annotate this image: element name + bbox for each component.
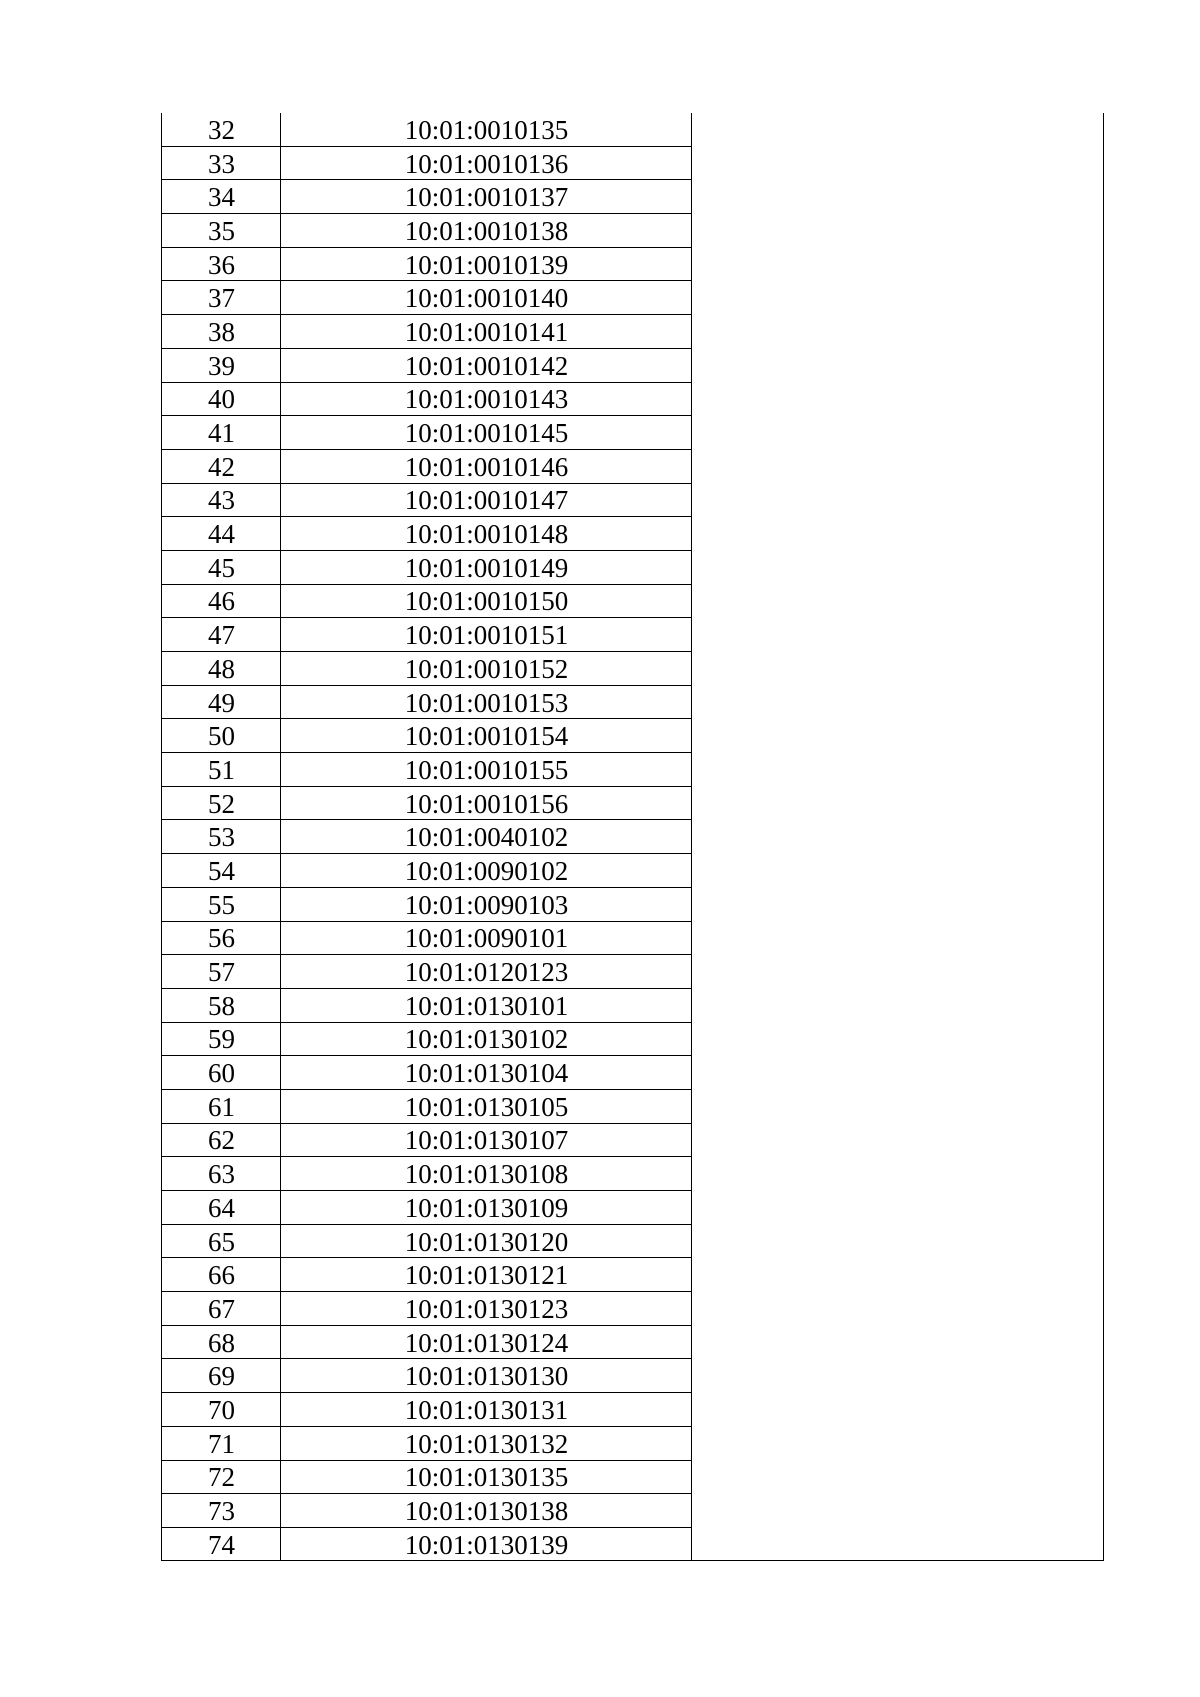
table-row xyxy=(162,820,692,854)
table-row xyxy=(162,450,692,484)
row-number-cell: 58 xyxy=(208,990,235,1021)
table-row xyxy=(162,113,692,147)
table-row xyxy=(162,1225,692,1259)
table-row xyxy=(162,383,692,417)
cadastral-number-cell: 10:01:0130101 xyxy=(404,990,569,1021)
table-row xyxy=(162,686,692,720)
table-row xyxy=(162,1056,692,1090)
row-number-cell: 45 xyxy=(208,552,235,583)
table-row xyxy=(162,214,692,248)
table-row xyxy=(162,180,692,214)
table-rows xyxy=(162,113,692,1562)
table-row xyxy=(162,1258,692,1292)
table-row xyxy=(162,618,692,652)
table-row xyxy=(162,517,692,551)
cadastral-number-cell: 10:01:0010147 xyxy=(404,485,569,516)
table-row xyxy=(162,888,692,922)
cadastral-number-cell: 10:01:0130108 xyxy=(404,1159,569,1190)
cadastral-number-cell: 10:01:0010143 xyxy=(404,384,569,415)
table-row xyxy=(162,1461,692,1495)
cadastral-number-cell: 10:01:0010153 xyxy=(404,687,569,718)
cadastral-number-cell: 10:01:0130107 xyxy=(404,1125,569,1156)
row-number-cell: 40 xyxy=(208,384,235,415)
cadastral-number-cell: 10:01:0130104 xyxy=(404,1058,569,1089)
row-number-cell: 51 xyxy=(208,754,235,785)
table-row xyxy=(162,1494,692,1528)
row-number-cell: 73 xyxy=(208,1496,235,1527)
cadastral-table xyxy=(161,113,1104,1561)
table-row xyxy=(162,551,692,585)
table-row xyxy=(162,1090,692,1124)
table-row xyxy=(162,585,692,619)
row-number-cell: 37 xyxy=(208,283,235,314)
row-number-cell: 71 xyxy=(208,1428,235,1459)
table-row xyxy=(162,922,692,956)
table-row xyxy=(162,349,692,383)
cadastral-number-cell: 10:01:0130139 xyxy=(404,1530,569,1561)
row-number-cell: 56 xyxy=(208,923,235,954)
table-row xyxy=(162,416,692,450)
cadastral-number-cell: 10:01:0010149 xyxy=(404,552,569,583)
table-row xyxy=(162,787,692,821)
cadastral-number-cell: 10:01:0130135 xyxy=(404,1462,569,1493)
cadastral-number-cell: 10:01:0040102 xyxy=(404,822,569,853)
row-number-cell: 49 xyxy=(208,687,235,718)
cadastral-number-cell: 10:01:0010154 xyxy=(404,721,569,752)
table-row xyxy=(162,1427,692,1461)
cadastral-number-cell: 10:01:0130121 xyxy=(404,1260,569,1291)
cadastral-number-cell: 10:01:0010151 xyxy=(404,620,569,651)
cadastral-number-cell: 10:01:0010135 xyxy=(404,114,569,145)
row-number-cell: 32 xyxy=(208,114,235,145)
row-number-cell: 69 xyxy=(208,1361,235,1392)
row-number-cell: 53 xyxy=(208,822,235,853)
table-row xyxy=(162,1359,692,1393)
row-number-cell: 36 xyxy=(208,249,235,280)
cadastral-number-cell: 10:01:0010152 xyxy=(404,653,569,684)
cadastral-number-cell: 10:01:0130105 xyxy=(404,1091,569,1122)
table-row xyxy=(162,1292,692,1326)
cadastral-number-cell: 10:01:0010140 xyxy=(404,283,569,314)
table-row xyxy=(162,1023,692,1057)
cadastral-number-cell: 10:01:0010137 xyxy=(404,182,569,213)
table-row xyxy=(162,1393,692,1427)
cadastral-number-cell: 10:01:0010146 xyxy=(404,451,569,482)
row-number-cell: 55 xyxy=(208,889,235,920)
row-number-cell: 38 xyxy=(208,316,235,347)
cadastral-number-cell: 10:01:0130131 xyxy=(404,1394,569,1425)
cadastral-number-cell: 10:01:0090103 xyxy=(404,889,569,920)
cadastral-number-cell: 10:01:0010142 xyxy=(404,350,569,381)
row-number-cell: 66 xyxy=(208,1260,235,1291)
row-number-cell: 57 xyxy=(208,957,235,988)
row-number-cell: 59 xyxy=(208,1024,235,1055)
table-row xyxy=(162,147,692,181)
cadastral-number-cell: 10:01:0130124 xyxy=(404,1327,569,1358)
cadastral-number-cell: 10:01:0130120 xyxy=(404,1226,569,1257)
row-number-cell: 62 xyxy=(208,1125,235,1156)
row-number-cell: 68 xyxy=(208,1327,235,1358)
table-row xyxy=(162,1326,692,1360)
row-number-cell: 34 xyxy=(208,182,235,213)
row-number-cell: 60 xyxy=(208,1058,235,1089)
row-number-cell: 67 xyxy=(208,1293,235,1324)
cadastral-number-cell: 10:01:0130130 xyxy=(404,1361,569,1392)
cadastral-number-cell: 10:01:0120123 xyxy=(404,957,569,988)
row-number-cell: 72 xyxy=(208,1462,235,1493)
cadastral-number-cell: 10:01:0130109 xyxy=(404,1192,569,1223)
table-row xyxy=(162,248,692,282)
row-number-cell: 42 xyxy=(208,451,235,482)
cadastral-number-cell: 10:01:0010150 xyxy=(404,586,569,617)
cadastral-number-cell: 10:01:0090101 xyxy=(404,923,569,954)
row-number-cell: 46 xyxy=(208,586,235,617)
table-row xyxy=(162,719,692,753)
row-number-cell: 43 xyxy=(208,485,235,516)
table-row xyxy=(162,281,692,315)
table-row xyxy=(162,315,692,349)
row-number-cell: 35 xyxy=(208,215,235,246)
row-number-cell: 52 xyxy=(208,788,235,819)
row-number-cell: 63 xyxy=(208,1159,235,1190)
cadastral-number-cell: 10:01:0010138 xyxy=(404,215,569,246)
row-number-cell: 74 xyxy=(208,1530,235,1561)
cadastral-number-cell: 10:01:0130102 xyxy=(404,1024,569,1055)
cadastral-number-cell: 10:01:0090102 xyxy=(404,855,569,886)
table-row xyxy=(162,989,692,1023)
table-row xyxy=(162,484,692,518)
row-number-cell: 39 xyxy=(208,350,235,381)
row-number-cell: 50 xyxy=(208,721,235,752)
table-row xyxy=(162,1191,692,1225)
row-number-cell: 65 xyxy=(208,1226,235,1257)
table-row xyxy=(162,955,692,989)
row-number-cell: 48 xyxy=(208,653,235,684)
table-row xyxy=(162,652,692,686)
table-row xyxy=(162,854,692,888)
cadastral-number-cell: 10:01:0010156 xyxy=(404,788,569,819)
cadastral-number-cell: 10:01:0010148 xyxy=(404,519,569,550)
row-number-cell: 33 xyxy=(208,148,235,179)
row-number-cell: 61 xyxy=(208,1091,235,1122)
cadastral-number-cell: 10:01:0010136 xyxy=(404,148,569,179)
cadastral-number-cell: 10:01:0010155 xyxy=(404,754,569,785)
table-row xyxy=(162,1124,692,1158)
row-number-cell: 47 xyxy=(208,620,235,651)
row-number-cell: 70 xyxy=(208,1394,235,1425)
cadastral-number-cell: 10:01:0130138 xyxy=(404,1496,569,1527)
table-row xyxy=(162,1528,692,1562)
row-number-cell: 54 xyxy=(208,855,235,886)
row-number-cell: 44 xyxy=(208,519,235,550)
cadastral-number-cell: 10:01:0010145 xyxy=(404,418,569,449)
table-row xyxy=(162,1157,692,1191)
cadastral-number-cell: 10:01:0010141 xyxy=(404,316,569,347)
cadastral-number-cell: 10:01:0130132 xyxy=(404,1428,569,1459)
row-number-cell: 41 xyxy=(208,418,235,449)
row-number-cell: 64 xyxy=(208,1192,235,1223)
table-row xyxy=(162,753,692,787)
cadastral-number-cell: 10:01:0130123 xyxy=(404,1293,569,1324)
cadastral-number-cell: 10:01:0010139 xyxy=(404,249,569,280)
